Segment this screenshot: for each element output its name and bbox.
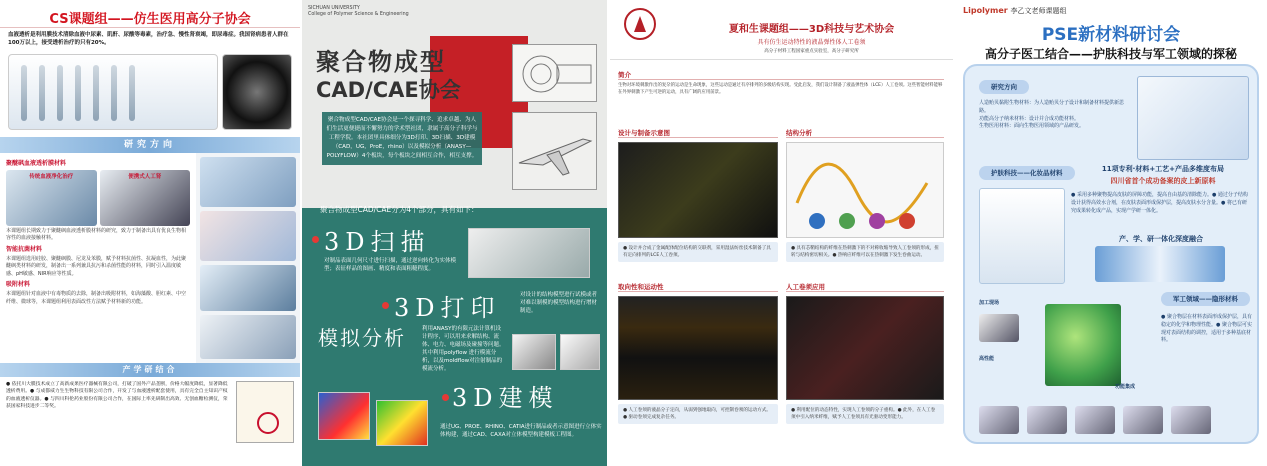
poster-title: 夏和生课题组——3D科技与艺术协会 [728,24,895,35]
record-banner: 四川省首个成功备案的皮上新原料 [1110,177,1216,185]
section-intro-heading: 简介 [618,70,944,80]
text-membrane: 本课题组长期致力于聚醚砜血液透析膜材料的研究，致力于制备出具有优良生物相容性的血液接触材料。 [6,227,187,242]
section-design-heading: 设计与制备示意图 [618,128,778,138]
airplane-icon [513,113,598,191]
patent-banner: 11项专利·材料+工艺+产品多维度布局 [1101,165,1225,173]
print-text: 对设计的结构模型进行试模或者对难以制模的模型结构进行增材制造。 [520,292,598,314]
vehicle-image [1171,406,1211,434]
molecule-image [1045,304,1121,386]
section-pill: 护肤科技——化妆品材料 [979,166,1075,180]
tendril-curve-icon [787,143,945,239]
poster-biomedical-polymer [0,0,300,466]
figure-antibacterial [200,265,296,311]
poster-title-sub: CAD/CAE协会 [316,78,461,102]
industry-text: ● 依托川大膜技术成立了高新成果医疗器械有限公司，打破了国外产品垄断，价格大幅度降低，显著降低透析费用。● 与成都威力生生物科技有限公司合作，开发了与血液透析配套使用，具有完全自主知识产权的血液透析仪器。● 与四川科伦药业股份有限公司合作，在国际上率先研制出高效、无创血糖检测仪，荣获国家科技进步二等奖。 [6,381,228,410]
structure-note: ● 具有芯鞘结构的纤维在热刺激下的不对称收缩导致人工卷须的形成，扭转与结构密切相关。● 热响应纤维可以在热刺激下发生卷曲运动。 [786,242,944,262]
industry-chain-label: 产、学、研一体化深度融合 [1119,235,1203,243]
section-application-heading: 人工卷须应用 [786,282,944,292]
section-motion-heading: 取向性和运动性 [618,282,778,292]
motion-note: ● 人工卷须的液晶分子定向，从弱到强地取向，可控制卷须的运动方式。● 驱动卷须完成复杂任务。 [618,404,778,424]
industry-chain-image [1095,246,1225,282]
photo-portable: 便携式人工肾 [100,170,191,226]
modeling-title: 3D建模 [452,384,559,412]
ship-image [1123,406,1163,434]
scan-image [468,228,590,278]
bullet-dot [312,236,319,243]
figure-scheme [200,211,296,261]
scan-text: 对制品表面几何尺寸进行扫描，通过逆向转化为实体模型；表征样品的图画、精度和表面粗糙程度。 [324,258,457,272]
poster-3d-art [610,0,953,466]
figure-column [196,153,300,363]
simulation-text: 利用ANASY的有限元法计算机设计程序，可以用来求解结构、流体、电力、电磁场及碰撞等问题。其中利用polyflow 进行模流分析，以及moldflow对注射制品的模流分析。 [422,326,505,372]
section-structure-heading: 结构分析 [786,128,944,138]
poster-cad-cae [302,0,607,466]
skincare-bullets: ● 采用多种聚物提高皮肤的屏障功能，提高自由基的清除能力。● 通过分子结构设计获得高效水合剂，在皮肤表面形成保护层，提高皮肤水分含量。● 将已有研究成果转化成产品，实现产学研一体化。 [1071,192,1248,214]
aircraft-image-c [1075,406,1115,434]
poster-title: PSE新材料研讨会 [1041,25,1181,45]
heading-antibacterial: 智能抗菌材料 [6,245,43,253]
research-figure [1137,76,1249,160]
poster-header [302,0,607,208]
aircraft-image-a [979,406,1019,434]
affiliation: 高分子材料工程国家重点实验室，高分子研究所 [764,49,859,54]
heading-membrane: 聚醚砜血液透析膜材料 [6,159,67,167]
label-integration: 功能集成 [1115,384,1136,390]
engine-drawing [512,44,597,102]
engine-icon [513,45,598,103]
figure-adsorption [200,315,296,359]
print-sample-image [512,334,556,370]
processing-image [979,314,1019,342]
structure-figure [786,142,944,238]
heading-adsorption: 吸附材料 [6,281,31,289]
industry-section [0,377,300,447]
poster-pse-materials [955,0,1267,466]
poster-subtitle: 具有仿生运动特性的液晶弹性体人工卷须 [757,39,866,46]
design-note: ● 设计并合成了金属配体配位结构的交联剂，采用湿法纺丝技术制备了具有定向排列的LCE人工卷须。 [618,242,778,262]
section-banner: 研究方向 [0,137,300,153]
aircraft-image-b [1027,406,1067,434]
military-bullets: ● 聚合物层在材料表面形成保护层，具有稳定的化学和物理性能。● 聚合物层可实现对表面结构的调控，适用于多种基底材料。 [1161,314,1252,344]
text-adsorption: 本课题组针对血液中有毒物质的去除，制备出吸附材料，如海藻酸、胆红素、中空纤维、微球等，本课题组利用表面改性方法赋予材料新的功能。 [6,291,187,305]
section-pill: 军工领域——隐形材料 [1161,292,1250,306]
scan-title: 3D扫描 [324,228,431,256]
motion-figure [618,296,778,400]
simulation-image-b [376,400,428,446]
label-processing: 加工现场 [979,300,1000,306]
design-figure [618,142,778,238]
university-label: SICHUAN UNIVERSITY College of Polymer Science & Engineering [308,6,409,17]
poster-subtitle: 高分子医工结合——护肤科技与军工领域的探秘 [984,47,1237,61]
airplane-drawing [512,112,597,190]
poster-title: CS课题组——仿生医用高分子协会 [0,0,300,28]
poster-header [610,0,953,60]
application-note: ● 利用配位的动态特性，实现人工卷须的分子重构。● 此外，在人工卷须中引入纳米纤维，赋予人工卷须具有光驱动变形能力。 [786,404,944,424]
research-text-column [0,153,196,363]
skull-image [560,334,600,370]
print-title: 3D打印 [394,294,501,322]
cosmetics-image [979,188,1065,284]
image-row [0,52,300,132]
brand-logo: Lipolymer 李乙文老师课题组 [963,6,1067,15]
section-pill: 研究方向 [979,80,1029,94]
application-figure [786,296,944,400]
section-banner: 产学研结合 [0,363,300,377]
intro-text: 生物对环境刺激作出的复杂的运动是生命现象，这些运动是通过有序排列的多级结构实现。受此启发，我们设计制备了液晶弹性体（LCE）人工卷须。这些智能材料能够在外界刺激下产生可逆的运动，具有广阔的应用前景。 [618,83,943,96]
photo-traditional: 传统血液净化治疗 [6,170,97,226]
poster-title: 聚合物成型 [316,48,446,76]
description: 聚合物成型CAD/CAE协会是一个探寻科学、追求卓越、为人们生活更便捷而不懈努力的学术型社团，隶属于高分子科学与工程学院。本社团里具体细分为3D打印、3D扫描、3D建模（CAD，UG，ProE，rhino）以及模拟分析（ANASY—POLYFLOW）4个板块，每个板块之间相互合作，相互支撑。 [322,112,482,165]
fiber-cross-section-image [222,54,292,130]
intro-text: 血液透析是利用膜技术清除血液中尿素、肌酐、尿酸等毒素，治疗急、慢性肾衰竭，即尿毒症。我国肾病患者人群在100万以上，接受透析治疗的只有20%。 [8,32,289,46]
content-frame [963,64,1259,444]
simulation-title: 模拟分析 [318,326,406,350]
simulation-image-a [318,392,370,440]
certificate-image [236,381,294,443]
bullet-dot [382,302,389,309]
university-logo-icon [624,8,656,40]
research-body [0,153,300,363]
photo-row [6,170,190,226]
research-bullets: 人造贻贝黏附生物材料：为人造贻贝分子设计和制备材料提供新思路。 功能高分子纳米材料：设计并合成功能材料。 生物医用材料：面向生物医用领域的产品研发。 [979,100,1125,130]
bullet-dot [442,394,449,401]
figure-membrane [200,157,296,207]
text-antibacterial: 本课题组选用硅胶、聚醚砜膜、尼龙及苯膜，赋予材料抗菌性、抗凝血性，为此聚醚砜类材料的研发，制备出一系列兼具抗污和杀菌性能的材料，同时引入温度敏感、pH敏感、NIR响应等性质。 [6,255,187,277]
dialyzer-image [8,54,218,130]
modeling-text: 通过UG、PROE、RHINO、CATIA进行制品或者示意图进行立体实体构建，通过CAD、CAXA对立体模型构建模板工程图。 [440,424,602,438]
section-intro: 聚合物成型CAD/CAE分为4个部分，具有如下： [320,205,479,214]
label-performance: 高性能 [979,356,995,362]
